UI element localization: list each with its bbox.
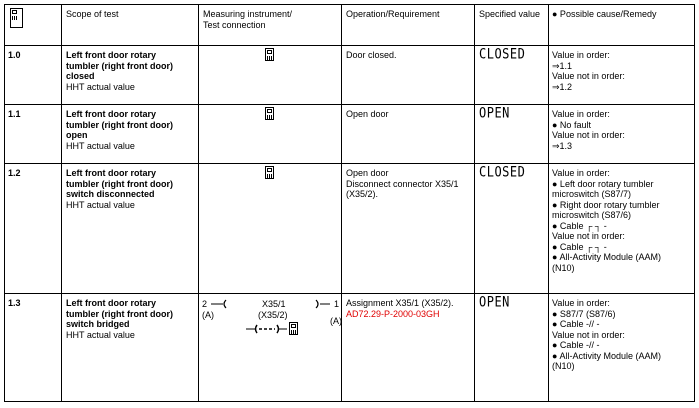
operation-line: (X35/2).: [346, 189, 379, 199]
scope-line: tumbler (right front door): [66, 60, 173, 71]
specified-value: [479, 104, 510, 121]
table-rule: [4, 293, 695, 294]
header-remedy: ● Possible cause/Remedy: [552, 9, 657, 19]
connector-b-label: (X35/2): [258, 310, 288, 320]
step-number: 1.1: [8, 109, 21, 119]
remedy-line: ⇒1.2: [552, 81, 573, 92]
scope-line: tumbler (right front door): [66, 119, 173, 130]
hht-tester-icon: [10, 8, 23, 28]
table-rule: [4, 45, 695, 46]
step-number: 1.0: [8, 50, 21, 60]
scope-note: HHT actual value: [66, 329, 135, 340]
table-rule: [4, 4, 695, 5]
remedy-cell: [552, 109, 625, 151]
table-rule: [4, 163, 695, 164]
remedy-line: ● Cable -// -: [552, 340, 600, 350]
remedy-line: Value in order:: [552, 168, 610, 178]
connection-wiring: [199, 294, 341, 344]
remedy-line: ● All-Activity Module (AAM): [552, 252, 661, 262]
remedy-line: (N10): [552, 361, 575, 371]
scope-note: HHT actual value: [66, 199, 135, 210]
operation-line: Assignment X35/1 (X35/2).: [346, 298, 454, 308]
scope-cell: [66, 298, 173, 340]
header-instrument-line: Test connection: [203, 19, 266, 30]
remedy-line: Value not in order:: [552, 231, 625, 241]
table-rule: [694, 4, 695, 402]
specified-value-text: OPEN: [479, 293, 510, 310]
specified-value: [479, 163, 526, 180]
specified-value: [479, 45, 526, 62]
remedy-line: ● Cable ┌ ┐ -: [552, 241, 607, 252]
scope-line: tumbler (right front door): [66, 178, 173, 189]
remedy-line: microswitch (S87/6): [552, 210, 632, 220]
scope-line: switch disconnected: [66, 189, 155, 199]
instrument-cell: [265, 166, 274, 182]
remedy-line: Value not in order:: [552, 71, 625, 81]
scope-line: open: [66, 130, 88, 140]
remedy-line: ● All-Activity Module (AAM): [552, 350, 661, 361]
remedy-line: ⇒1.1: [552, 60, 573, 71]
header-icon-cell: [10, 8, 23, 31]
connector-a-label: X35/1: [262, 299, 286, 309]
scope-cell: [66, 109, 173, 151]
scope-note: HHT actual value: [66, 140, 135, 151]
hht-tester-icon: [289, 322, 298, 335]
specified-value: [479, 293, 510, 310]
instrument-cell: [265, 107, 274, 123]
right-pin-number: 1: [334, 299, 340, 309]
remedy-line: (N10): [552, 262, 575, 273]
remedy-cell: [552, 298, 661, 372]
operation-cell: [346, 298, 454, 319]
table-rule: [4, 4, 5, 402]
operation-cell: [346, 50, 397, 61]
remedy-line: ● No fault: [552, 119, 591, 130]
step-number: 1.3: [8, 298, 21, 308]
operation-line: Disconnect connector X35/1: [346, 178, 459, 189]
remedy-line: ● Cable ┌ ┐ -: [552, 220, 607, 231]
table-rule: [341, 4, 342, 402]
remedy-line: Value not in order:: [552, 130, 625, 140]
left-pin-label: (A): [202, 310, 214, 320]
remedy-line: ● Left door rotary tumbler: [552, 178, 654, 189]
scope-cell: [66, 50, 173, 92]
remedy-line: microswitch (S87/7): [552, 189, 632, 199]
operation-line: Door closed.: [346, 50, 397, 60]
specified-value-text: OPEN: [479, 104, 510, 121]
remedy-line: Value in order:: [552, 298, 610, 308]
hht-tester-icon: [265, 48, 274, 61]
table-rule: [4, 401, 695, 402]
left-pin-number: 2: [202, 299, 208, 309]
scope-line: switch bridged: [66, 319, 130, 329]
scope-note: HHT actual value: [66, 81, 135, 92]
scope-line: tumbler (right front door): [66, 308, 173, 319]
scope-line: Left front door rotary: [66, 109, 156, 119]
remedy-cell: [552, 168, 661, 273]
remedy-cell: [552, 50, 625, 92]
header-specified: Specified value: [479, 9, 541, 19]
scope-line: Left front door rotary: [66, 50, 156, 60]
header-instrument-line: Measuring instrument/: [203, 9, 293, 19]
operation-cell: [346, 109, 389, 120]
table-rule: [474, 4, 475, 402]
remedy-line: ● S87/7 (S87/6): [552, 308, 616, 319]
table-rule: [548, 4, 549, 402]
remedy-line: Value in order:: [552, 109, 610, 119]
scope-line: Left front door rotary: [66, 168, 156, 178]
remedy-line: ⇒1.3: [552, 140, 573, 151]
header-operation: Operation/Requirement: [346, 9, 440, 19]
remedy-line: ● Right door rotary tumbler: [552, 199, 660, 210]
specified-value-text: CLOSED: [479, 163, 526, 180]
connection-diagram: [199, 294, 341, 354]
table-rule: [4, 104, 695, 105]
operation-line: Open door: [346, 168, 389, 178]
header-instrument: [203, 9, 292, 30]
remedy-line: ● Cable -// -: [552, 319, 600, 329]
document-link[interactable]: AD72.29-P-2000-03GH: [346, 308, 440, 319]
operation-cell: [346, 168, 459, 200]
step-number: 1.2: [8, 168, 21, 178]
hht-tester-icon: [265, 166, 274, 179]
test-table: [4, 4, 695, 402]
instrument-cell: [265, 48, 274, 64]
specified-value-text: CLOSED: [479, 45, 526, 62]
scope-cell: [66, 168, 173, 210]
scope-line: closed: [66, 71, 95, 81]
remedy-line: Value in order:: [552, 50, 610, 60]
table-rule: [61, 4, 62, 402]
remedy-line: Value not in order:: [552, 329, 625, 340]
hht-tester-icon: [265, 107, 274, 120]
scope-line: Left front door rotary: [66, 298, 156, 308]
operation-line: Open door: [346, 109, 389, 119]
right-pin-label: (A): [330, 316, 342, 326]
header-scope: Scope of test: [66, 9, 119, 19]
